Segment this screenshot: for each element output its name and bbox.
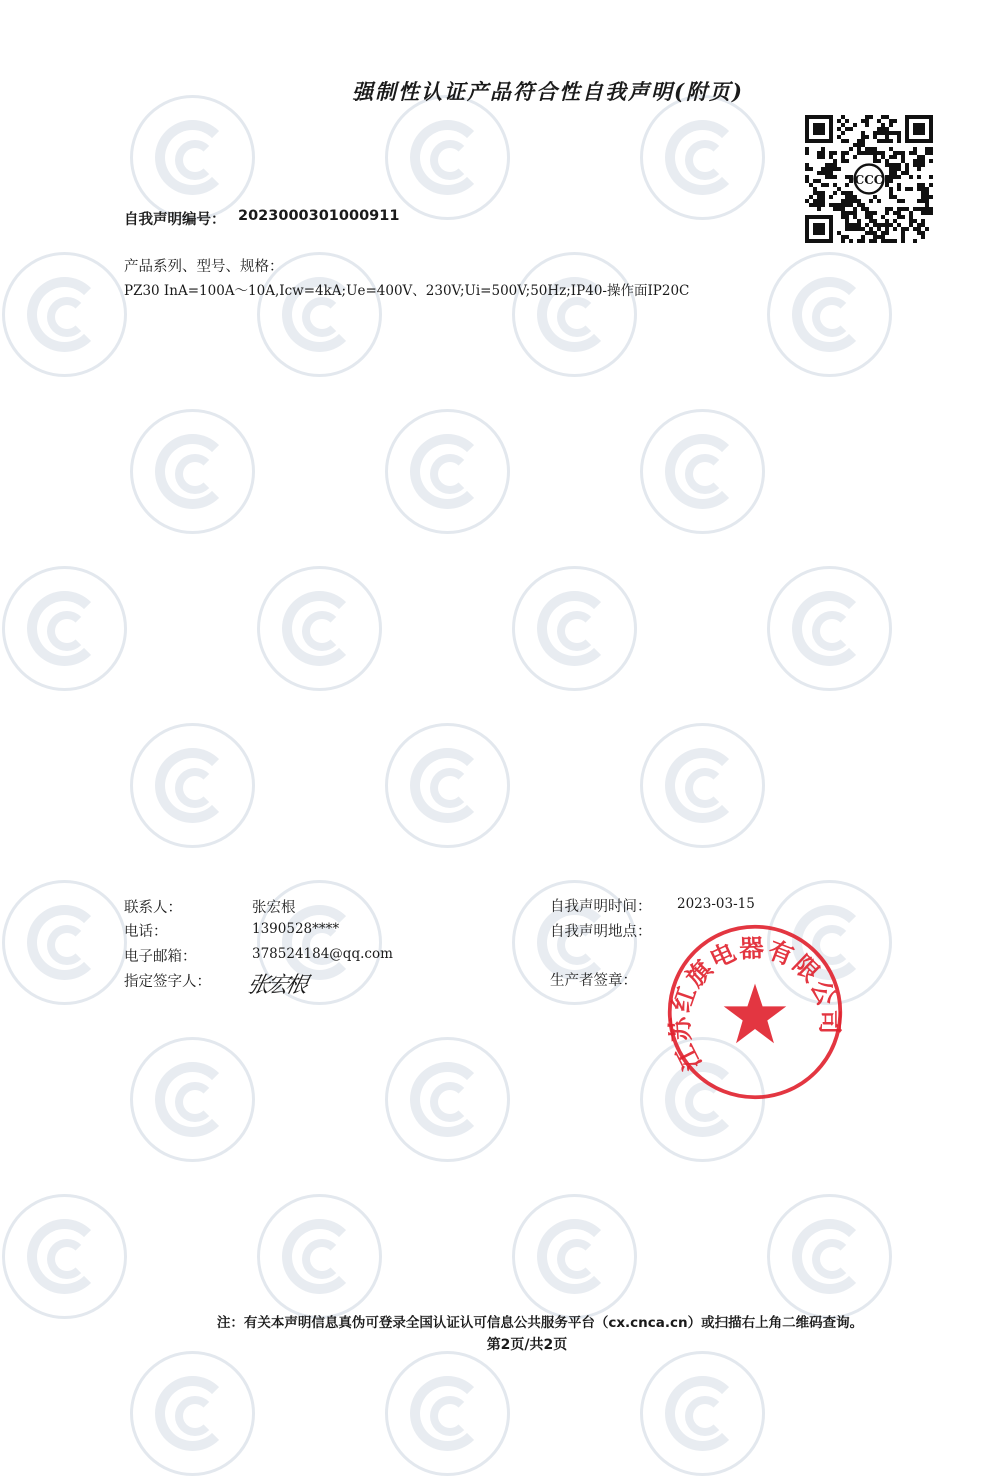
ccc-watermark-icon bbox=[2, 252, 127, 377]
ccc-watermark-icon bbox=[512, 566, 637, 691]
document-title: 强制性认证产品符合性自我声明(附页) bbox=[352, 79, 744, 104]
ccc-watermark-icon bbox=[385, 95, 510, 220]
ccc-watermark-icon bbox=[130, 409, 255, 534]
page-number: 第2页/共2页 bbox=[486, 1337, 568, 1353]
ccc-watermark-icon bbox=[2, 880, 127, 1005]
contact-person: 张宏根 bbox=[252, 900, 296, 916]
declaration-time: 2023-03-15 bbox=[677, 896, 755, 912]
declaration-number-label: 自我声明编号： bbox=[124, 212, 226, 228]
ccc-watermark-icon bbox=[2, 1194, 127, 1319]
ccc-watermark-icon bbox=[257, 1194, 382, 1319]
ccc-watermark-icon bbox=[767, 566, 892, 691]
svg-text:江苏红旗电器有限公司: 江苏红旗电器有限公司 bbox=[665, 933, 845, 1076]
ccc-watermark-icon bbox=[130, 723, 255, 848]
producer-stamp-label: 生产者签章： bbox=[550, 973, 637, 989]
email: 378524184@qq.com bbox=[252, 946, 393, 962]
svg-text:CCC: CCC bbox=[854, 173, 884, 188]
ccc-watermark-icon bbox=[640, 723, 765, 848]
ccc-watermark-icon bbox=[385, 1037, 510, 1162]
ccc-watermark-icon bbox=[767, 252, 892, 377]
declaration-place-label: 自我声明地点： bbox=[550, 924, 652, 940]
star-icon bbox=[724, 984, 787, 1044]
product-spec: PZ30 InA=100A～10A,Icw=4kA;Ue=400V、230V;Ui=500V;50Hz;IP40-操作面IP20C bbox=[124, 283, 690, 299]
footer-note: 注：有关本声明信息真伪可登录全国认证认可信息公共服务平台（cx.cnca.cn）或扫描右上角二维码查询。 bbox=[216, 1315, 864, 1331]
ccc-watermark-icon bbox=[130, 1037, 255, 1162]
signer-label: 指定签字人： bbox=[124, 974, 211, 990]
company-seal bbox=[665, 922, 845, 1102]
ccc-watermark-icon bbox=[257, 566, 382, 691]
ccc-watermark-icon bbox=[2, 566, 127, 691]
contact-person-label: 联系人： bbox=[124, 900, 182, 916]
ccc-watermark-icon bbox=[512, 1194, 637, 1319]
ccc-watermark-icon bbox=[767, 1194, 892, 1319]
ccc-watermark-icon bbox=[385, 409, 510, 534]
ccc-watermark-icon bbox=[385, 723, 510, 848]
ccc-watermark-icon bbox=[512, 252, 637, 377]
declaration-number: 2023000301000911 bbox=[238, 208, 400, 224]
handwritten-signature: 张宏根 bbox=[244, 973, 308, 998]
ccc-watermark-icon bbox=[640, 409, 765, 534]
qr-code[interactable] bbox=[805, 115, 933, 243]
phone-label: 电话： bbox=[124, 924, 168, 940]
phone: 1390528**** bbox=[252, 921, 340, 937]
email-label: 电子邮箱： bbox=[124, 949, 197, 965]
declaration-time-label: 自我声明时间： bbox=[550, 899, 652, 915]
product-label: 产品系列、型号、规格： bbox=[124, 259, 284, 275]
ccc-watermark-icon bbox=[640, 95, 765, 220]
ccc-watermark-icon bbox=[130, 95, 255, 220]
